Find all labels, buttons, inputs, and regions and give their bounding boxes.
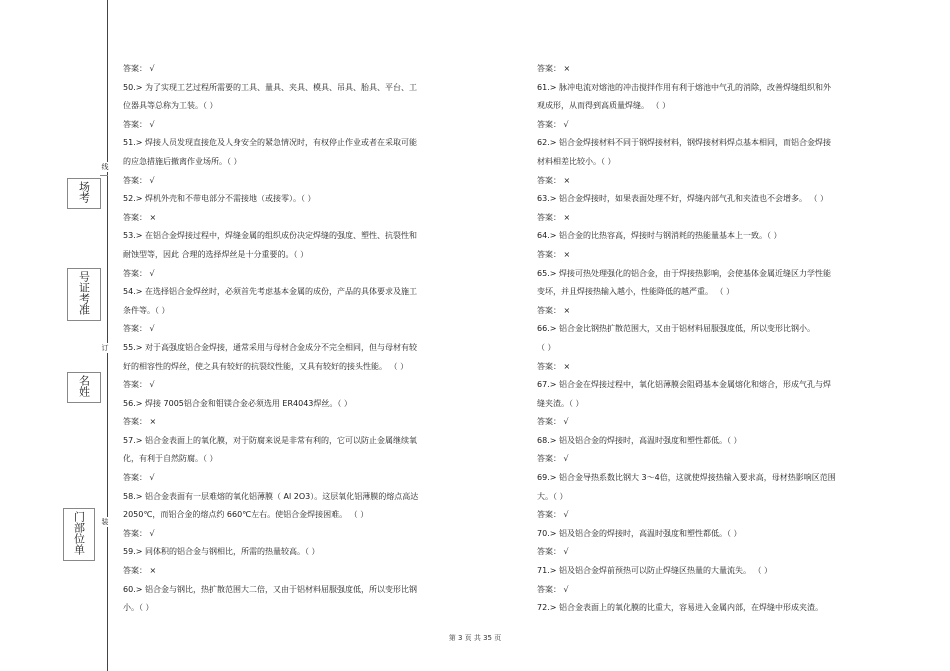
question-59: 59.> 同体积的铝合金与钢相比，所需的热量较高。（ ）: [123, 547, 320, 557]
question-61: 61.> 脉冲电流对熔池的冲击搅拌作用有利于熔池中气孔的消除，改善焊缝组织和外: [537, 82, 831, 92]
answer-59: 答案： ×: [123, 566, 157, 576]
question-69-cont: 大。（ ）: [537, 491, 568, 501]
answer-53: 答案： √: [123, 268, 155, 278]
question-51-cont: 的应急措施后撤离作业场所。（ ）: [123, 156, 242, 166]
question-55-cont: 好的相容性的焊丝，使之具有较好的抗裂纹性能，又具有较好的接头性能。 （ ）: [123, 361, 409, 371]
left-column: [123, 60, 465, 618]
unit-label: 门部位单: [72, 511, 86, 555]
question-62: 62.> 铝合金焊接材料不同于钢焊接材料，钢焊接材料焊点基本相同，而铝合金焊接: [537, 138, 831, 148]
question-62-cont: 材料相差比较小。（ ）: [537, 156, 616, 166]
question-63: 63.> 铝合金焊接时，如果表面处理不好，焊缝内部气孔和夹渣也不会增多。 （ ）: [537, 194, 829, 204]
field-connector: [100, 175, 108, 176]
answer-52: 答案： ×: [123, 212, 157, 222]
name-field: [67, 372, 101, 403]
question-57: 57.> 铝合金表面上的氧化膜，对于防腐来说是非常有利的，它可以防止金属继续氧: [123, 435, 417, 445]
answer-60: 答案： ×: [537, 64, 571, 73]
question-70: 70.> 铝及铝合金的焊接时，高温时强度和塑性都低。（ ）: [537, 528, 742, 538]
answer-50: 答案： √: [123, 119, 155, 129]
question-65: 65.> 焊接可热处理强化的铝合金，由于焊接热影响，会使基体金属近缝区力学性能: [537, 268, 831, 278]
answer-64: 答案： ×: [537, 249, 571, 259]
question-61-cont: 观成形，从而得到高质量焊缝。 （ ）: [537, 101, 671, 111]
question-52: 52.> 焊机外壳和不带电部分不需接地（或接零）。（ ）: [123, 194, 316, 204]
question-66-cont: （ ）: [537, 342, 556, 352]
answer-65: 答案： ×: [537, 305, 571, 315]
unit-field: [63, 508, 95, 561]
answer-55: 答案： √: [123, 380, 155, 390]
binding-marker-staple: 装: [96, 517, 114, 527]
answer-58: 答案： √: [123, 528, 155, 538]
answer-70: 答案： √: [537, 547, 569, 557]
binding-line: [107, 0, 108, 671]
page-footer: 第 3 页 共 35 页: [448, 634, 502, 642]
question-66: 66.> 铝合金比钢热扩散范围大，又由于铝材料屈服强度低，所以变形比钢小。: [537, 324, 815, 334]
exam-room-field: [67, 178, 101, 209]
binding-marker-line: 线: [96, 162, 114, 172]
answer-67: 答案： √: [537, 417, 569, 427]
binding-marker-bind: 订: [96, 343, 114, 353]
exam-number-label: 号证考准: [77, 271, 91, 315]
question-53: 53.> 在铝合金焊接过程中，焊缝金属的组织成份决定焊缝的强度、塑性、抗裂性和: [123, 231, 417, 241]
question-71: 71.> 铝及铝合金焊前预热可以防止焊缝区热量的大量流失。 （ ）: [537, 566, 773, 576]
question-57-cont: 化，有利于自然防腐。（ ）: [123, 454, 218, 464]
question-51: 51.> 焊接人员发现直接危及人身安全的紧急情况时，有权停止作业或者在采取可能: [123, 138, 417, 148]
answer-line: 答案： √: [123, 64, 155, 73]
exam-number-field: [67, 268, 101, 321]
question-53-cont: 耐蚀型等，因此 合理的选择焊丝是十分重要的。（ ）: [123, 249, 309, 259]
question-69: 69.> 铝合金导热系数比钢大 3～4倍，这就使焊接热输入要求高，母材热影响区范围: [537, 473, 836, 483]
question-65-cont: 变坏，并且焊接热输入越小，性能降低的越严重。 （ ）: [537, 287, 735, 297]
question-64: 64.> 铝合金的比热容高，焊接时与钢消耗的热能量基本上一致。（ ）: [537, 231, 782, 241]
answer-57: 答案： √: [123, 473, 155, 483]
answer-71: 答案： √: [537, 584, 569, 594]
question-50: 50.> 为了实现工艺过程所需要的工具、量具、夹具、模具、吊具、胎具、平台、工: [123, 82, 417, 92]
question-67: 67.> 铝合金在焊接过程中，氧化铝薄膜会阻碍基本金属熔化和熔合，形成气孔与焊: [537, 380, 831, 390]
answer-51: 答案： √: [123, 175, 155, 185]
answer-66: 答案： ×: [537, 361, 571, 371]
question-54-cont: 条件等。（ ）: [123, 305, 170, 315]
exam-room-label: 场考: [77, 181, 91, 203]
question-60: 60.> 铝合金与钢比，热扩散范围大二倍，又由于铝材料屈服强度低，所以变形比钢: [123, 584, 417, 594]
answer-68: 答案： √: [537, 454, 569, 464]
answer-61: 答案： √: [537, 119, 569, 129]
question-60-cont: 小。（ ）: [123, 603, 154, 613]
right-column: [537, 60, 887, 618]
answer-69: 答案： √: [537, 510, 569, 520]
name-label: 名姓: [77, 375, 91, 397]
answer-62: 答案： ×: [537, 175, 571, 185]
question-56: 56.> 焊接 7005铝合金和钼镁合金必须选用 ER4043焊丝。（ ）: [123, 398, 352, 408]
question-68: 68.> 铝及铝合金的焊接时，高温时强度和塑性都低。（ ）: [537, 435, 742, 445]
answer-63: 答案： ×: [537, 212, 571, 222]
answer-54: 答案： √: [123, 324, 155, 334]
question-72: 72.> 铝合金表面上的氧化膜的比重大，容易进入金属内部，在焊缝中形成夹渣。: [537, 603, 823, 613]
answer-56: 答案： ×: [123, 417, 157, 427]
question-54: 54.> 在选择铝合金焊丝时，必须首先考虑基本金属的成份，产品的具体要求及施工: [123, 287, 417, 297]
question-50-cont: 位器具等总称为工装。（ ）: [123, 101, 218, 111]
question-58-cont: 2050℃，而铝合金的熔点约 660℃左右。使铝合金焊接困难。 （ ）: [123, 510, 369, 520]
question-58: 58.> 铝合金表面有一层难熔的氧化铝薄膜（ Al 2O3）。这层氧化铝薄膜的熔点高达: [123, 491, 419, 501]
question-67-cont: 缝夹渣。（ ）: [537, 398, 584, 408]
question-55: 55.> 对于高强度铝合金焊接，通常采用与母材合金成分不完全相同，但与母材有较: [123, 342, 417, 352]
